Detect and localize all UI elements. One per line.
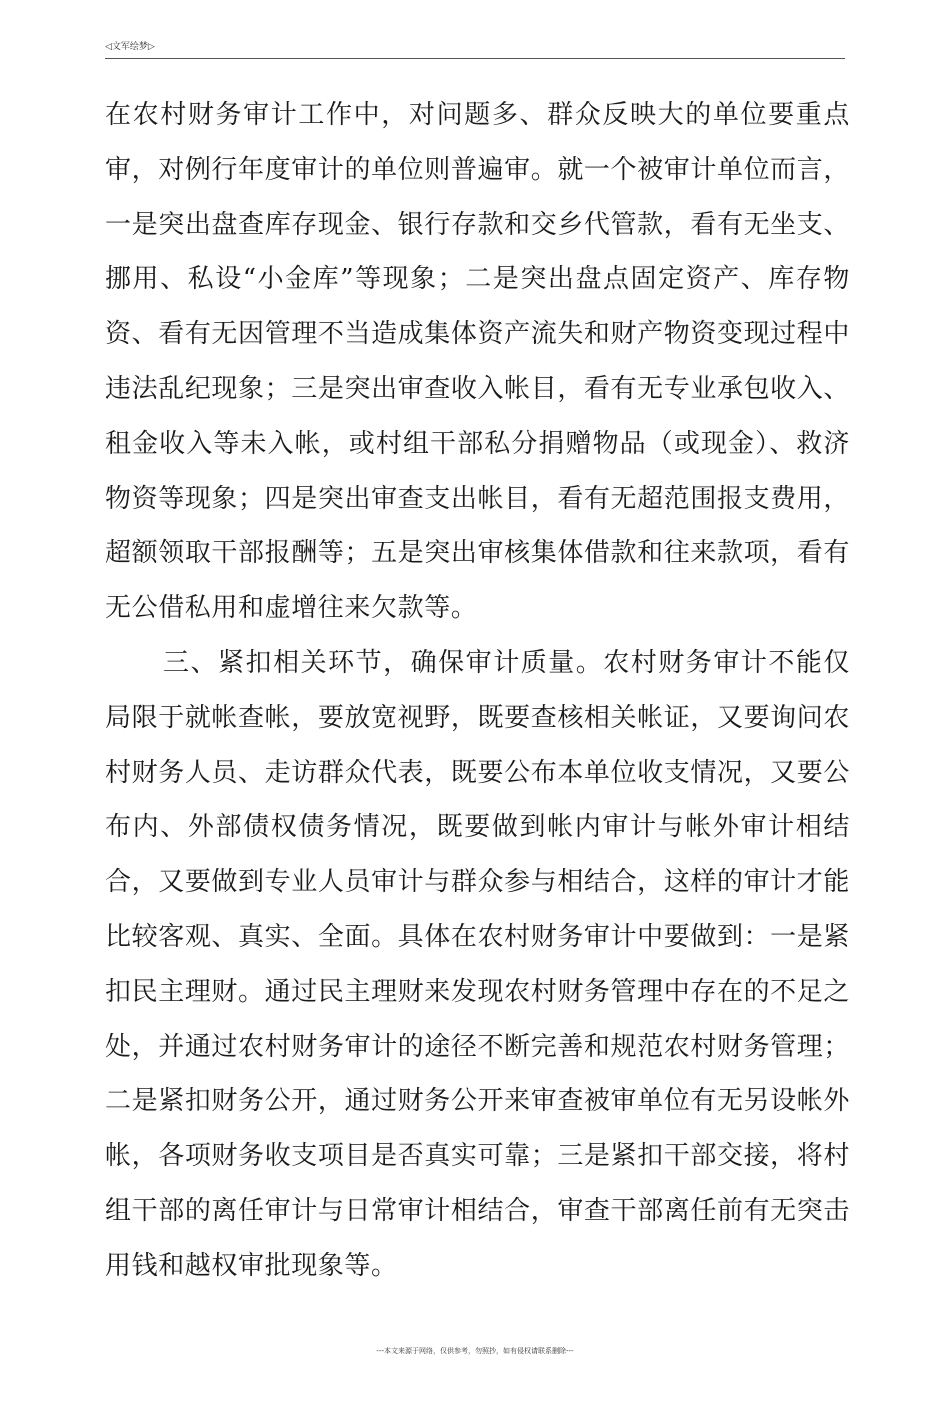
header-label: ◁文军绘梦▷ [105, 42, 155, 52]
paragraph-audit-focus: 在农村财务审计工作中，对问题多、群众反映大的单位要重点审，对例行年度审计的单位则普遍审。就一个被审计单位而言，一是突出盘查库存现金、银行存款和交乡代管款，看有无坐支、挪用、私设“小金库”等现象；二是突出盘点固定资产、库存物资、看有无因管理不当造成集体资产流失和财产物资变现过程中违法乱纪现象；三是突出审查收入帐目，看有无专业承包收入、租金收入等未入帐，或村组干部私分捐赠物品（或现金）、救济物资等现象；四是突出审查支出帐目，看有无超范围报支费用，超额领取干部报酬等；五是突出审核集体借款和往来款项，看有无公借私用和虚增往来欠款等。 [105, 100, 850, 624]
page-footer-disclaimer: ---本文来源于网络，仅供参考，勿照抄，如有侵权请联系删除--- [376, 1347, 574, 1355]
page-header [105, 40, 845, 59]
paragraph-audit-quality: 三、紧扣相关环节，确保审计质量。农村财务审计不能仅局限于就帐查帐，要放宽视野，既要查核相关帐证，又要询问农村财务人员、走访群众代表，既要公布本单位收支情况，又要公布内、外部债权债务情况，既要做到帐内审计与帐外审计相结合，又要做到专业人员审计与群众参与相结合，这样的审计才能比较客观、真实、全面。具体在农村财务审计中要做到：一是紧扣民主理财。通过民主理财来发现农村财务管理中存在的不足之处，并通过农村财务审计的途径不断完善和规范农村财务管理；二是紧扣财务公开，通过财务公开来审查被审单位有无另设帐外帐，各项财务收支项目是否真实可靠；三是紧扣干部交接，将村组干部的离任审计与日常审计相结合，审查干部离任前有无突击用钱和越权审批现象等。 [105, 647, 850, 1281]
document-body [105, 88, 850, 1294]
